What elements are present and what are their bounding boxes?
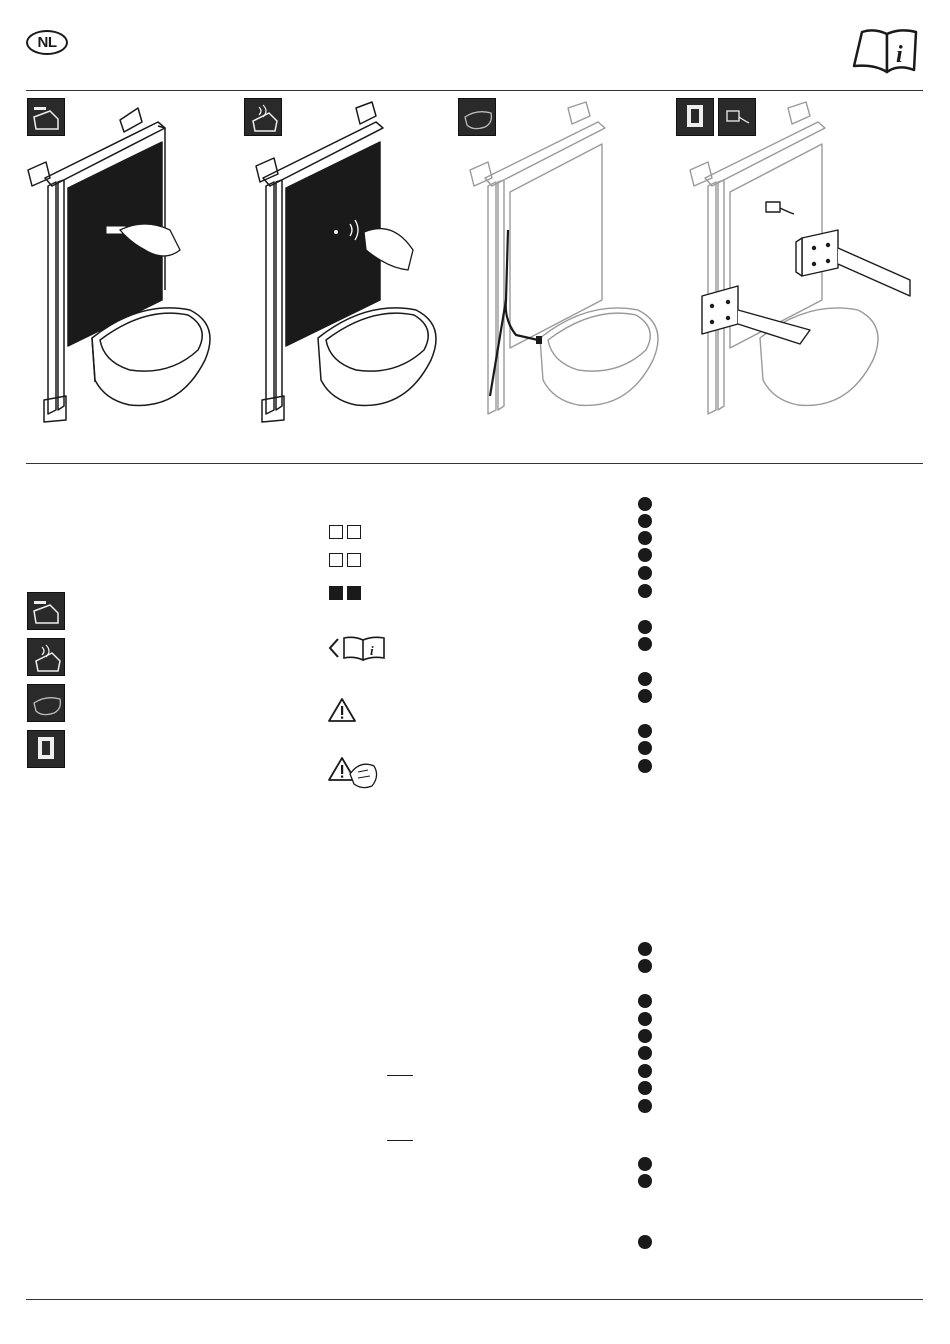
list-marker [638,959,652,973]
warning-hand-icon [328,756,384,792]
list-marker [638,497,652,511]
wc-frame-shower-toilet-illustration [460,100,660,430]
list-marker [638,724,652,738]
short-rule [387,1140,413,1141]
list-marker [638,531,652,545]
short-rule [387,1075,413,1076]
list-marker [638,637,652,651]
manual-info-icon [852,26,922,74]
list-marker [638,672,652,686]
svg-text:i: i [896,42,903,68]
list-marker [638,1099,652,1113]
checkbox-filled [329,586,343,600]
list-marker [638,1029,652,1043]
list-marker [638,1157,652,1171]
language-badge: NL [26,30,68,55]
list-marker [638,1081,652,1095]
list-marker [638,689,652,703]
svg-text:i: i [370,643,374,658]
list-marker [638,1012,652,1026]
legend-touchless-sensor-icon [27,638,65,676]
list-marker [638,1046,652,1060]
list-marker [638,514,652,528]
list-marker [638,1235,652,1249]
refer-to-manual-icon [328,634,388,664]
list-marker [638,942,652,956]
warning-icon [328,697,358,723]
list-marker [638,620,652,634]
checkbox-filled [347,586,361,600]
checkbox-empty [329,553,343,567]
footer-divider [26,1299,923,1300]
list-marker [638,994,652,1008]
list-marker [638,548,652,562]
list-marker [638,741,652,755]
checkbox-empty [347,553,361,567]
list-marker [638,759,652,773]
illustration-divider [26,463,923,464]
list-marker [638,566,652,580]
wc-frame-support-rails-illustration [680,100,880,430]
checkbox-empty [329,525,343,539]
list-marker [638,1064,652,1078]
list-marker [638,584,652,598]
legend-support-rail-bracket-icon [27,730,65,768]
legend-push-button-icon [27,592,65,630]
list-marker [638,1174,652,1188]
wc-frame-push-button-illustration [20,100,220,430]
wc-frame-touchless-illustration [238,100,438,430]
checkbox-empty [347,525,361,539]
legend-shower-toilet-icon [27,684,65,722]
header-divider [26,90,923,91]
